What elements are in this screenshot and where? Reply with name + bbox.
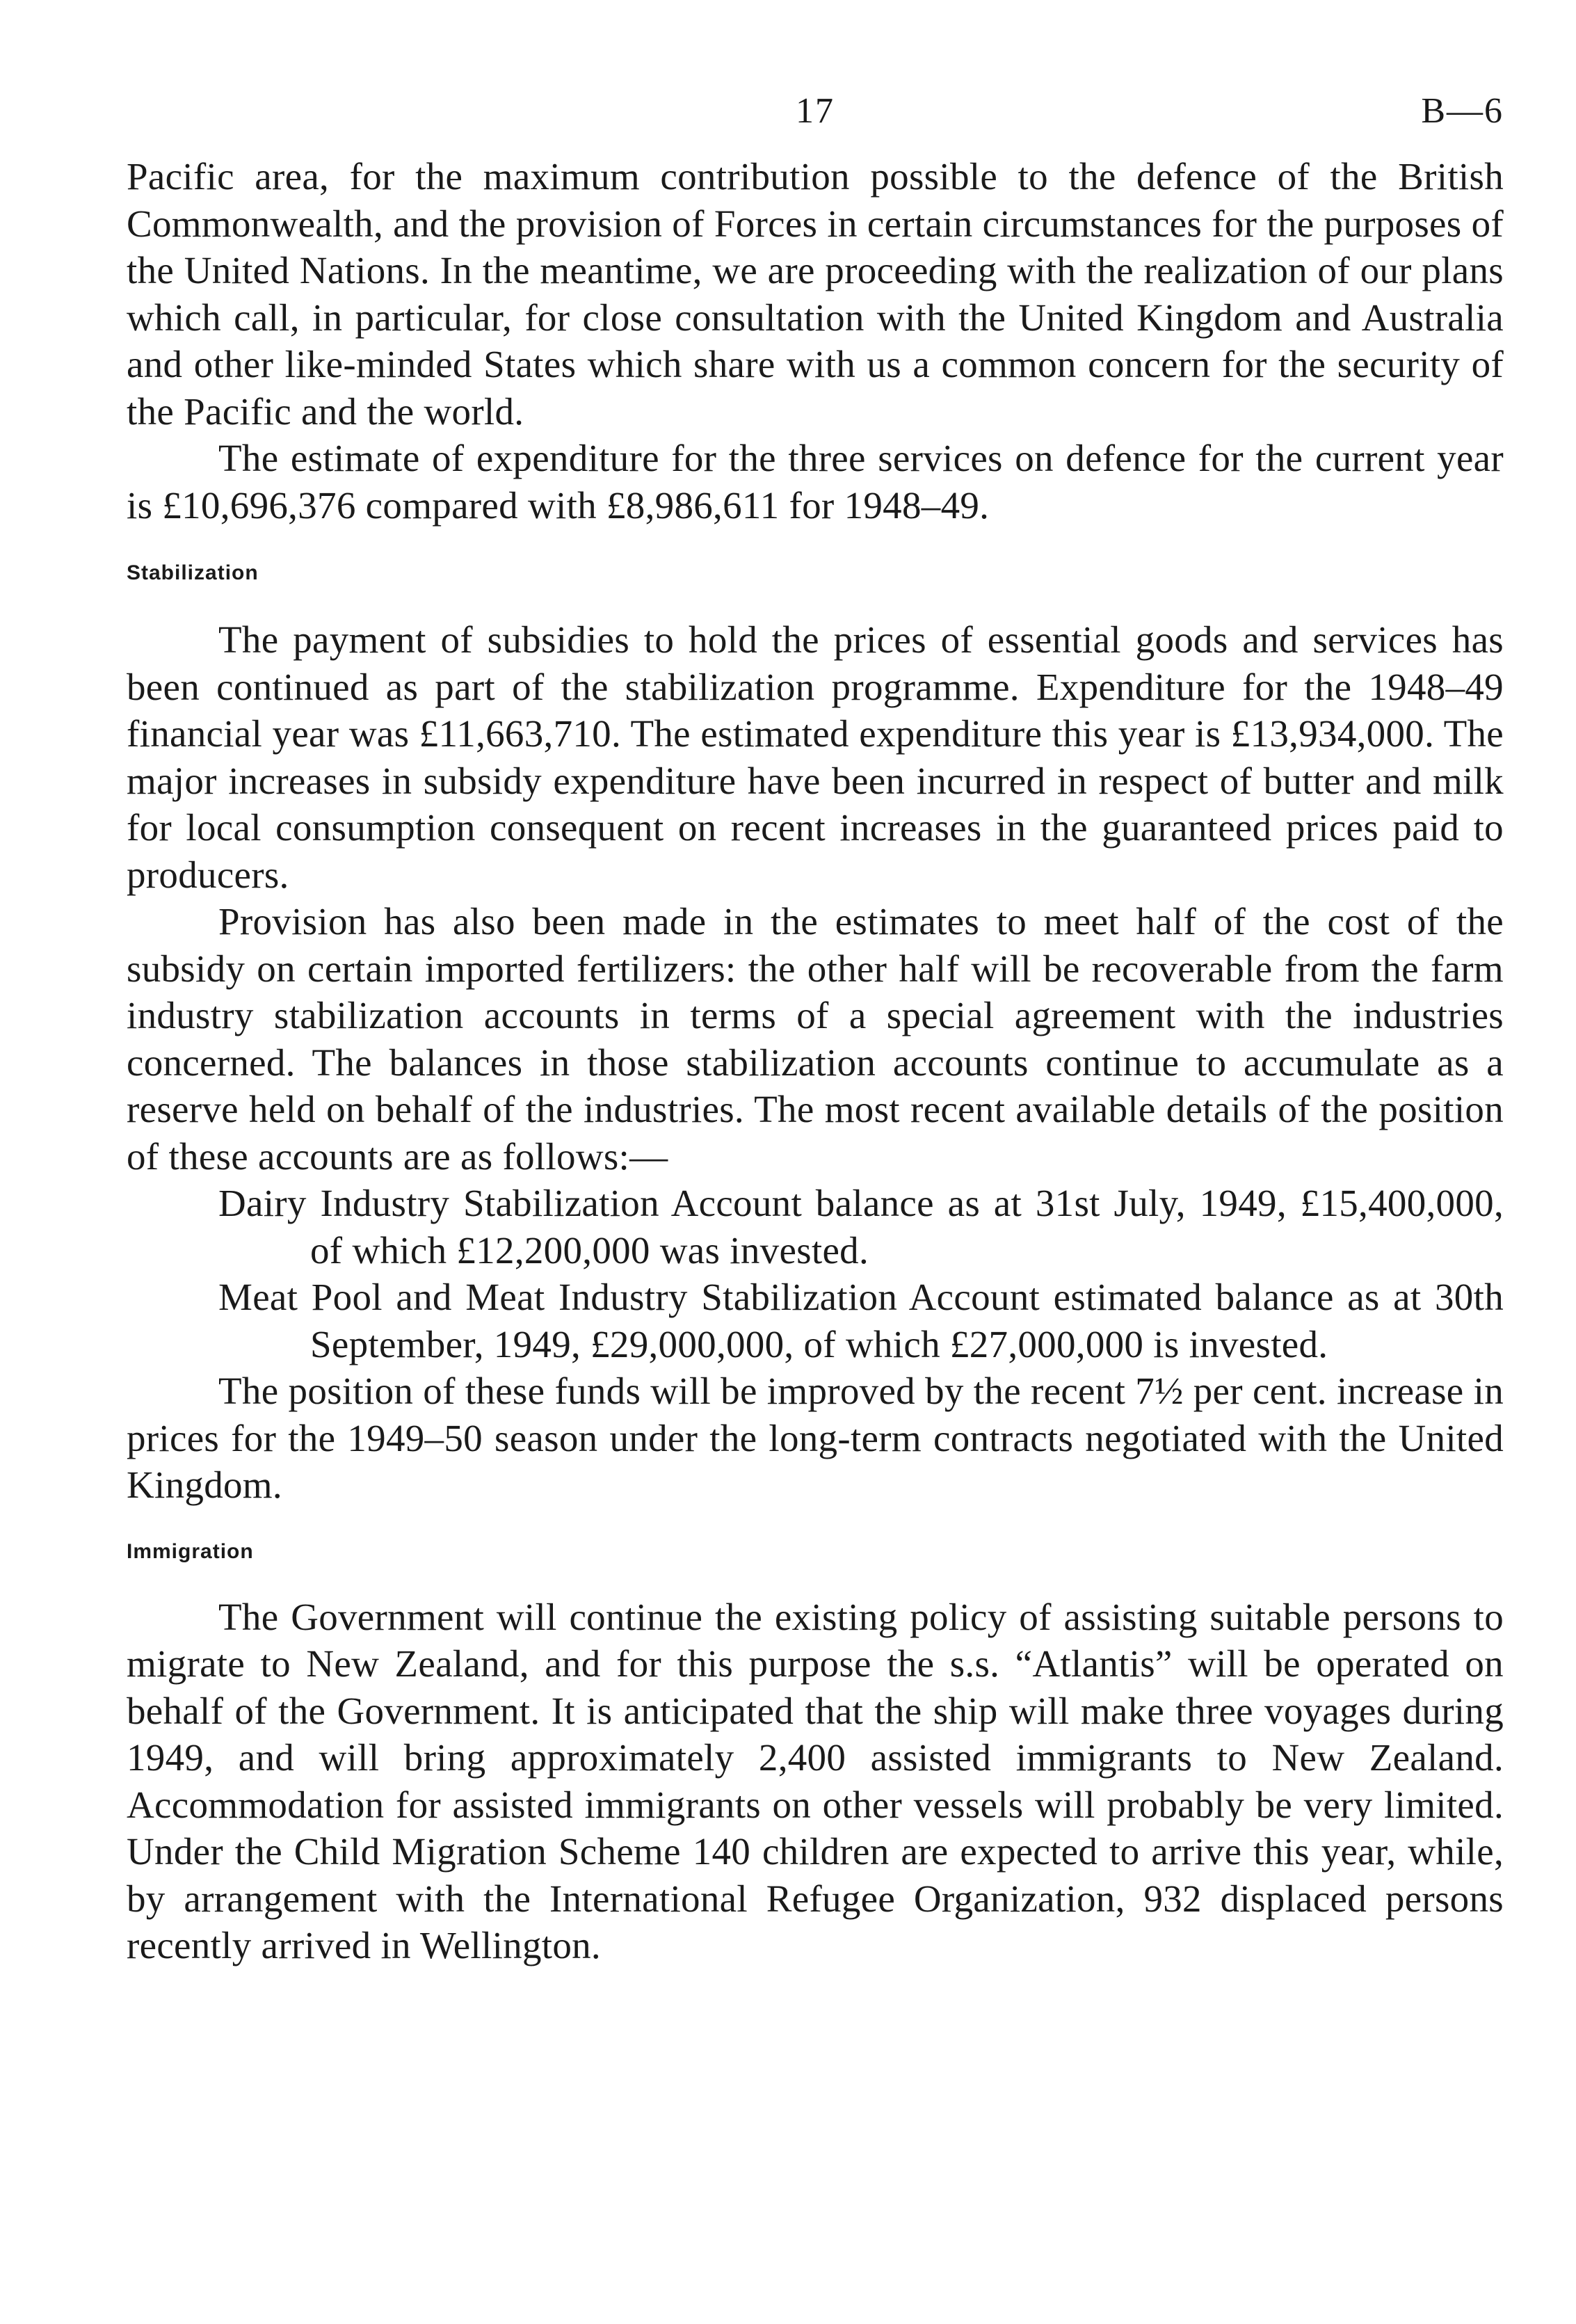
running-head [127, 90, 1504, 153]
stabilization-subsidies-paragraph: The payment of subsidies to hold the prices of essential goods and services has been continued as part of the stabilization programme. Expenditure for the 1948–49 financial year was £11,663,710. The estimated expenditure this year is £13,934,000. The major increases in subsidy expenditure have been incurred in respect of butter and milk for local consumption consequent on recent increases in the guaranteed prices paid to producers. [127, 618, 1504, 896]
meat-account-item: Meat Pool and Meat Industry Stabilization Account estimated balance as at 30th September, 1949, £29,000,000, of which £27,000,000 is invested. [218, 1276, 1504, 1365]
immigration-heading: Immigration [127, 1539, 254, 1563]
defence-section [127, 153, 1504, 529]
document-reference: B—6 [1421, 91, 1504, 131]
dairy-account-item: Dairy Industry Stabilization Account balance as at 31st July, 1949, £15,400,000, of which £12,200,000 was invested. [218, 1182, 1504, 1272]
stabilization-section [127, 559, 1504, 1509]
page-number: 17 [796, 91, 835, 131]
stabilization-heading: Stabilization [127, 561, 259, 584]
defence-estimate-paragraph: The estimate of expenditure for the three services on defence for the current year is £10,696,376 compared with £8,986,611 for 1948–49. [127, 437, 1504, 527]
immigration-paragraph: The Government will continue the existing policy of assisting suitable persons to migrate to New Zealand, and for this purpose the s.s. “Atlantis” will be operated on behalf of the Government. It is anticipated that the ship will make three voyages during 1949, and will bring approximately 2,400 assisted immigrants to New Zealand. Accommodation for assisted immigrants on other vessels will probably be very limited. Under the Child Migration Scheme 140 children are expected to arrive this year, while, by arrangement with the International Refugee Organization, 932 displaced persons recently arrived in Wellington. [127, 1595, 1504, 1966]
stabilization-funds-paragraph: The position of these funds will be improved by the recent 7½ per cent. increase in prices for the 1949–50 season under the long-term contracts negotiated with the United Kingdom. [127, 1370, 1504, 1506]
stabilization-fertilizer-paragraph: Provision has also been made in the estimates to meet half of the cost of the subsidy on certain imported fertilizers: the other half will be recoverable from the farm industry stabilization accounts in terms of a special agreement with the industries concerned. The balances in those stabilization accounts continue to accumulate as a reserve held on behalf of the industries. The most recent available details of the position of these accounts are as follows:— [127, 900, 1504, 1178]
immigration-section [127, 1538, 1504, 1969]
defence-continuation-paragraph: Pacific area, for the maximum contribution possible to the defence of the British Commonwealth, and the provision of Forces in certain circumstances for the purposes of the United Nations. In the meantime, we are proceeding with the realization of our plans which call, in particular, for close consultation with the United Kingdom and Australia and other like-minded States which share with us a common concern for the security of the Pacific and the world. [127, 155, 1504, 433]
document-page [127, 90, 1504, 1969]
